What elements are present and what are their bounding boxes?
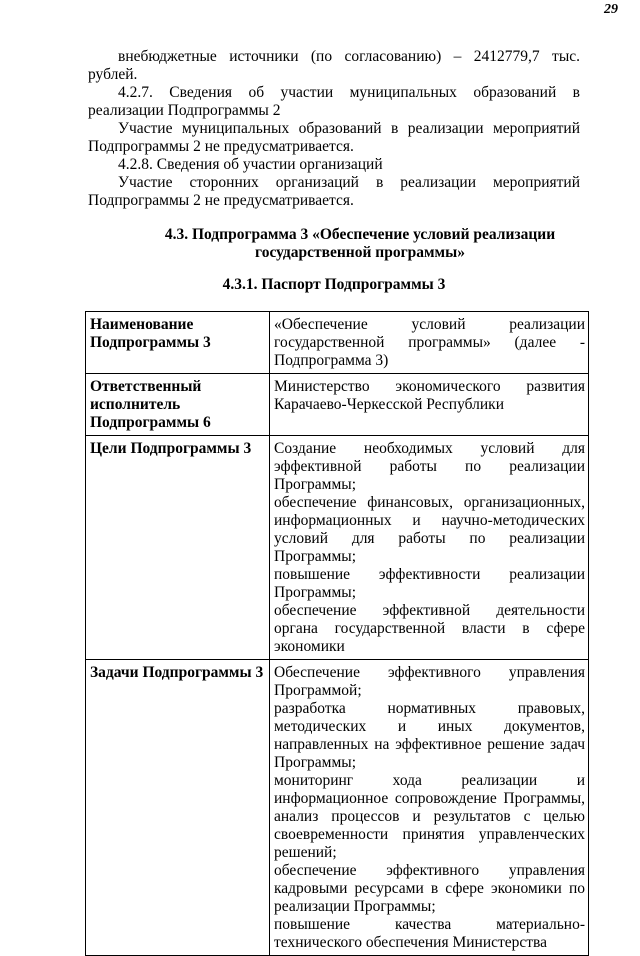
value-line: «Обеспечение условий реализации государственной программы» (далее - Подпрограмма 3) — [274, 316, 585, 369]
value-line: повышение качества материально-технического обеспечения Министерства — [274, 916, 585, 951]
page-number: 29 — [604, 2, 618, 17]
paragraph-municipal-participation: Участие муниципальных образований в реализации мероприятий Подпрограммы 2 не предусматривается. — [88, 120, 580, 155]
paragraph-organization-participation: Участие сторонних организаций в реализации мероприятий Подпрограммы 2 не предусматривается. — [88, 174, 580, 209]
row-label-responsible: Ответственный исполнитель Подпрограммы 6 — [86, 374, 270, 436]
row-value-responsible — [270, 374, 589, 436]
row-label-tasks: Задачи Подпрограммы 3 — [86, 660, 270, 956]
row-label-name: Наименование Подпрограммы 3 — [86, 312, 270, 374]
table-row — [86, 374, 589, 436]
passport-heading: 4.3.1. Паспорт Подпрограммы 3 — [222, 276, 446, 293]
table-row — [86, 660, 589, 956]
row-value-name — [270, 312, 589, 374]
paragraph-funding: внебюджетные источники (по согласованию) – 2412779,7 тыс. рублей. — [88, 48, 580, 83]
row-label-goals: Цели Подпрограммы 3 — [86, 436, 270, 660]
value-line: обеспечение финансовых, организационных, информационных и научно-методических условий для работы по реализации Программы; — [274, 494, 585, 565]
value-line: Министерство экономического развития Карачаево-Черкесской Республики — [274, 378, 585, 413]
section-heading: 4.3. Подпрограмма 3 «Обеспечение условий реализации государственной программы» — [164, 226, 556, 261]
value-line: разработка нормативных правовых, методических и иных документов, направленных на эффективное решение задач Программы; — [274, 700, 585, 771]
paragraph-4-2-7-heading: 4.2.7. Сведения об участии муниципальных образований в реализации Подпрограммы 2 — [88, 84, 580, 119]
value-line: обеспечение эффективной деятельности органа государственной власти в сфере экономики — [274, 602, 585, 655]
row-value-goals — [270, 436, 589, 660]
row-value-tasks — [270, 660, 589, 956]
value-line: повышение эффективности реализации Программы; — [274, 566, 585, 601]
table-row — [86, 436, 589, 660]
intro-text — [88, 48, 580, 210]
value-line: Обеспечение эффективного управления Программой; — [274, 664, 585, 699]
value-line: Создание необходимых условий для эффективной работы по реализации Программы; — [274, 440, 585, 493]
value-line: мониторинг хода реализации и информационное сопровождение Программы, анализ процессов и результатов с целью своевременности принятия управленческих решений; — [274, 772, 585, 861]
paragraph-4-2-8-heading: 4.2.8. Сведения об участии организаций — [118, 156, 383, 173]
passport-table — [85, 311, 589, 956]
table-row — [86, 312, 589, 374]
value-line: обеспечение эффективного управления кадровыми ресурсами в сфере экономики по реализации Программы; — [274, 862, 585, 915]
